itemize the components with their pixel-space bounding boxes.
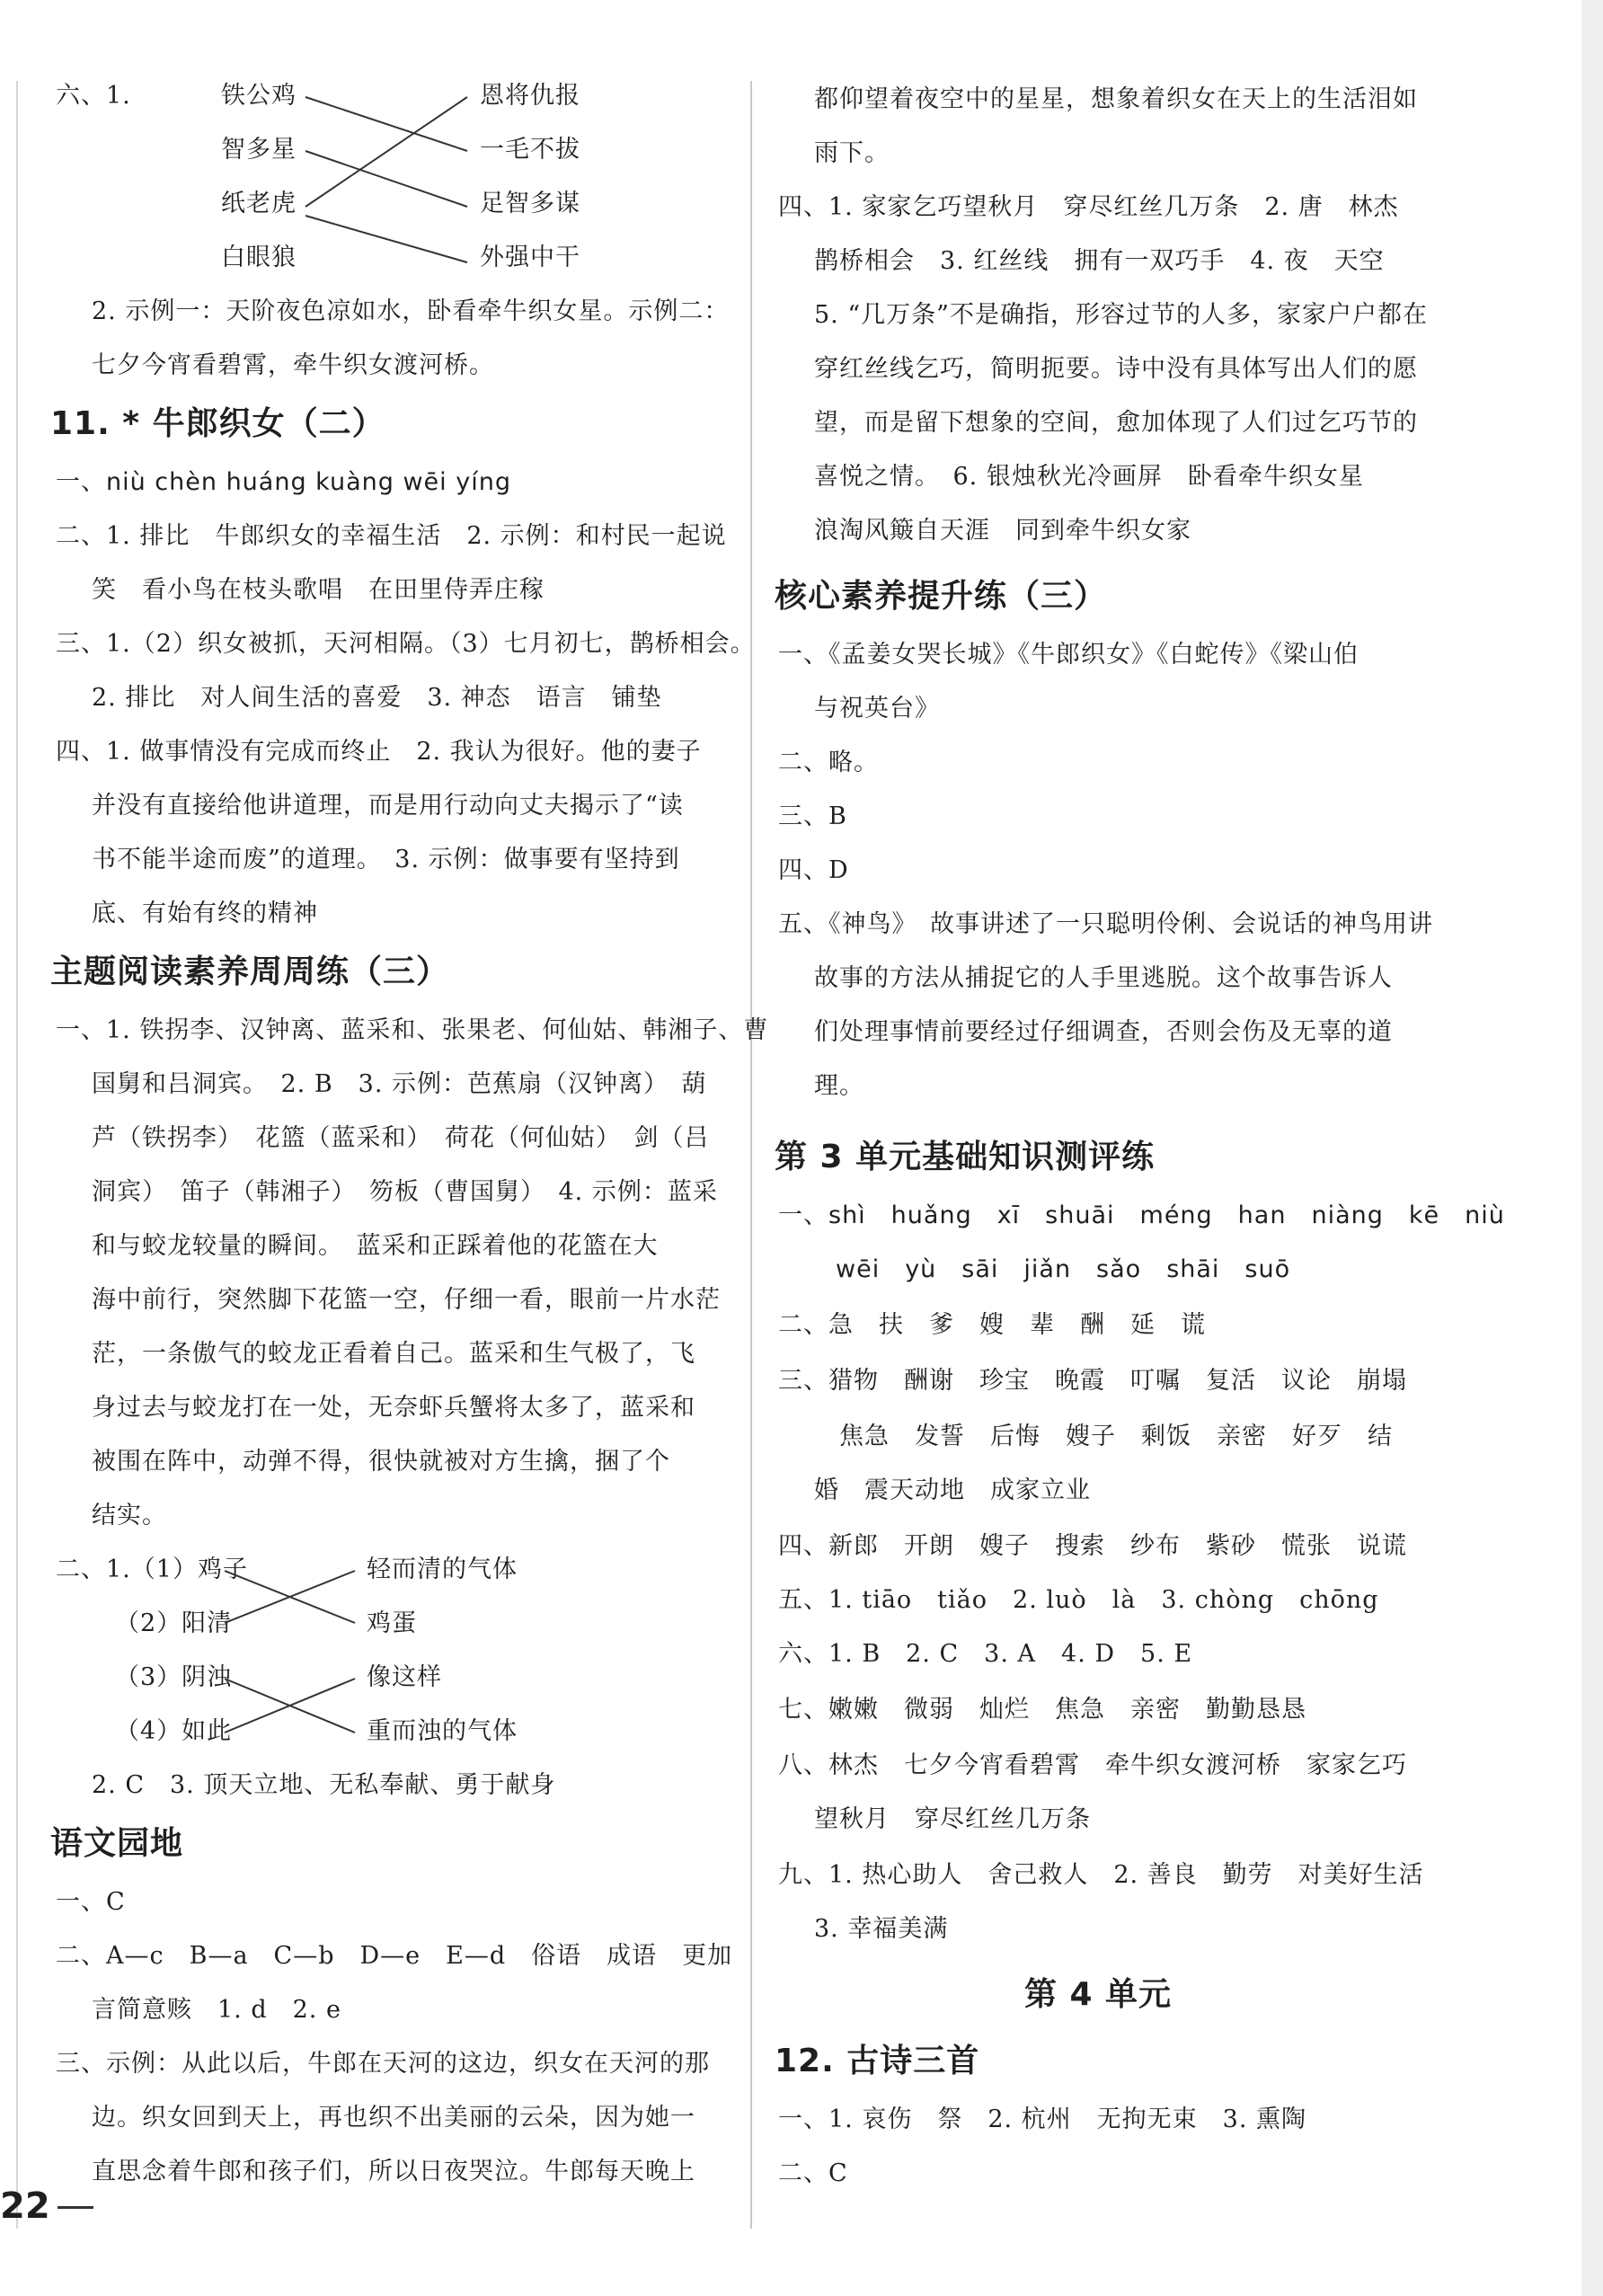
answer-line: 鹊桥相会 3. 红丝线 拥有一双巧手 4. 夜 天空	[814, 247, 1385, 275]
answer-line: 二、1. 排比 牛郎织女的幸福生活 2. 示例：和村民一起说	[56, 522, 727, 550]
answer-line: 六、1. B 2. C 3. A 4. D 5. E	[778, 1640, 1193, 1668]
unit-heading: 第 4 单元	[1023, 1976, 1173, 2013]
answer-line: 并没有直接给他讲道理，而是用行动向丈夫揭示了“读	[92, 792, 684, 820]
answer-line: 二、C	[778, 2159, 848, 2187]
answer-line: 焦急 发誓 后悔 嫂子 剩饭 亲密 好歹 结	[839, 1423, 1393, 1450]
answer-line: 海中前行，突然脚下花篮一空，仔细一看，眼前一片水茫	[92, 1286, 721, 1314]
answer-line: 们处理事情前要经过仔细调查，否则会伤及无辜的道	[814, 1018, 1393, 1046]
answer-line: 言简意赅 1. d 2. e	[92, 1996, 341, 2024]
match-right-item: 外强中干	[480, 244, 580, 271]
answer-line: 都仰望着夜空中的星星，想象着织女在天上的生活泪如	[814, 85, 1418, 113]
answer-line: wēi yù sāi jiǎn sǎo shāi suō	[836, 1255, 1291, 1283]
answer-line: 七、嫩嫩 微弱 灿烂 焦急 亲密 勤勤恳恳	[778, 1696, 1306, 1724]
answer-line: 二、急 扶 爹 嫂 辈 酬 延 谎	[778, 1311, 1206, 1339]
match-right-item: 足智多谋	[480, 190, 580, 217]
answer-line: 2. 示例一：天阶夜色凉如水，卧看牵牛织女星。示例二：	[92, 297, 730, 325]
match-right-item: 轻而清的气体	[367, 1556, 518, 1583]
answer-line: 3. 幸福美满	[814, 1915, 949, 1943]
answer-line: 望，而是留下想象的空间，愈加体现了人们过乞巧节的	[814, 409, 1418, 437]
answer-line: 六、1.	[56, 82, 131, 110]
answer-line: 一、1. 哀伤 祭 2. 杭州 无拘无束 3. 熏陶	[778, 2105, 1307, 2133]
answer-line: 九、1. 热心助人 舍己救人 2. 善良 勤劳 对美好生活	[778, 1861, 1424, 1889]
answer-line: 与祝英台》	[814, 695, 940, 722]
answer-line: 四、1. 家家乞巧望秋月 穿尽红丝几万条 2. 唐 林杰	[778, 193, 1399, 221]
match-left-item: 智多星	[221, 136, 297, 164]
match-left-item: （3）阴浊	[115, 1663, 233, 1691]
answer-line: 望秋月 穿尽红丝几万条	[814, 1805, 1091, 1833]
answer-line: 被围在阵中，动弹不得，很快就被对方生擒，捆了个	[92, 1448, 670, 1476]
page-edge-shadow	[1581, 0, 1603, 2296]
section-heading: 第 3 单元基础知识测评练	[775, 1139, 1156, 1175]
answer-line: 四、新郎 开朗 嫂子 搜索 纱布 紫砂 慌张 说谎	[778, 1532, 1407, 1560]
section-heading: 语文园地	[50, 1825, 184, 1862]
answer-line: 一、1. 铁拐李、汉钟离、蓝采和、张果老、何仙姑、韩湘子、曹	[56, 1016, 769, 1044]
answer-line: 浪淘风簸自天涯 同到牵牛织女家	[814, 517, 1191, 545]
answer-line: 三、猎物 酬谢 珍宝 晚霞 叮嘱 复活 议论 崩塌	[778, 1367, 1407, 1395]
match-left-item: 纸老虎	[221, 190, 297, 217]
answer-line: 茫，一条傲气的蛟龙正看着自己。蓝采和生气极了，飞	[92, 1340, 695, 1368]
section-heading: 11. * 牛郎织女（二）	[50, 405, 385, 442]
answer-line: 四、1. 做事情没有完成而终止 2. 我认为很好。他的妻子	[56, 738, 702, 766]
section-heading: 12. 古诗三首	[775, 2043, 980, 2079]
answer-line: 三、示例：从此以后，牛郎在天河的这边，织女在天河的那	[56, 2050, 710, 2078]
match-left-item: （4）如此	[115, 1717, 233, 1745]
answer-line: 七夕今宵看碧霄，牵牛织女渡河桥。	[92, 351, 494, 379]
answer-line: 五、1. tiāo tiǎo 2. luò là 3. chòng chōng	[778, 1586, 1379, 1614]
answer-line: 2. C 3. 顶天立地、无私奉献、勇于献身	[92, 1771, 556, 1799]
answer-line: 二、A—c B—a C—b D—e E—d 俗语 成语 更加	[56, 1942, 733, 1970]
answer-line: 二、略。	[778, 749, 879, 776]
match-right-item: 重而浊的气体	[367, 1717, 518, 1745]
answer-line: 洞宾） 笛子（韩湘子） 笏板（曹国舅） 4. 示例：蓝采	[92, 1178, 718, 1206]
section-heading: 主题阅读素养周周练（三）	[50, 953, 450, 990]
answer-line: 四、D	[778, 856, 849, 884]
page-number-dash	[58, 2206, 93, 2209]
answer-line: 书不能半途而废”的道理。 3. 示例：做事要有坚持到	[92, 846, 680, 873]
answer-line: 理。	[814, 1072, 864, 1100]
answer-line: 八、林杰 七夕今宵看碧霄 牵牛织女渡河桥 家家乞巧	[778, 1751, 1407, 1779]
answer-line: 一、niù chèn huáng kuàng wēi yíng	[56, 468, 511, 496]
answer-line: 婚 震天动地 成家立业	[814, 1476, 1091, 1504]
answer-line: 五、《神鸟》 故事讲述了一只聪明伶俐、会说话的神鸟用讲	[778, 910, 1433, 938]
answer-line: 结实。	[92, 1502, 167, 1529]
match-left-item: 铁公鸡	[221, 82, 297, 110]
matching-lines-2	[0, 0, 719, 1797]
answer-line: 一、C	[56, 1888, 126, 1916]
answer-line: 一、《孟姜女哭长城》《牛郎织女》《白蛇传》《梁山伯	[778, 641, 1359, 669]
answer-line: 5. “几万条”不是确指，形容过节的人多，家家户户都在	[814, 301, 1428, 329]
answer-line: 故事的方法从捕捉它的人手里逃脱。这个故事告诉人	[814, 964, 1393, 992]
answer-line: 三、1.（2）织女被抓，天河相隔。（3）七月初七，鹊桥相会。	[56, 630, 756, 658]
match-left-item: 二、1.（1）鸡子	[56, 1556, 248, 1583]
answer-line: 身过去与蛟龙打在一处，无奈虾兵蟹将太多了，蓝采和	[92, 1394, 695, 1422]
answer-line: 笑 看小鸟在枝头歌唱 在田里侍弄庄稼	[92, 576, 545, 604]
answer-line: 和与蛟龙较量的瞬间。 蓝采和正踩着他的花篮在大	[92, 1232, 659, 1260]
answer-line: 2. 排比 对人间生活的喜爱 3. 神态 语言 铺垫	[92, 684, 662, 712]
section-heading: 核心素养提升练（三）	[775, 578, 1108, 615]
answer-line: 喜悦之情。 6. 银烛秋光冷画屏 卧看牵牛织女星	[814, 463, 1364, 491]
page-number: 22	[0, 2185, 50, 2227]
column-divider	[750, 81, 752, 2229]
answer-line: 一、shì huǎng xī shuāi méng han niàng kē niù	[778, 1201, 1505, 1229]
answer-line: 国舅和吕洞宾。 2. B 3. 示例：芭蕉扇（汉钟离） 葫	[92, 1070, 707, 1098]
answer-line: 穿红丝线乞巧，简明扼要。诗中没有具体写出人们的愿	[814, 355, 1418, 383]
match-right-item: 恩将仇报	[480, 82, 580, 110]
answer-line: 三、B	[778, 802, 847, 830]
answer-line: 直思念着牛郎和孩子们，所以日夜哭泣。牛郎每天晚上	[92, 2158, 695, 2185]
answer-line: 边。织女回到天上，再也织不出美丽的云朵，因为她一	[92, 2104, 695, 2132]
match-right-item: 鸡蛋	[367, 1609, 417, 1637]
match-left-item: 白眼狼	[221, 244, 297, 271]
match-right-item: 像这样	[367, 1663, 442, 1691]
answer-line: 雨下。	[814, 139, 890, 167]
match-left-item: （2）阳清	[115, 1609, 233, 1637]
answer-line: 底、有始有终的精神	[92, 900, 318, 927]
match-right-item: 一毛不拔	[480, 136, 580, 164]
answer-line: 芦（铁拐李） 花篮（蓝采和） 荷花（何仙姑） 剑（吕	[92, 1124, 710, 1152]
